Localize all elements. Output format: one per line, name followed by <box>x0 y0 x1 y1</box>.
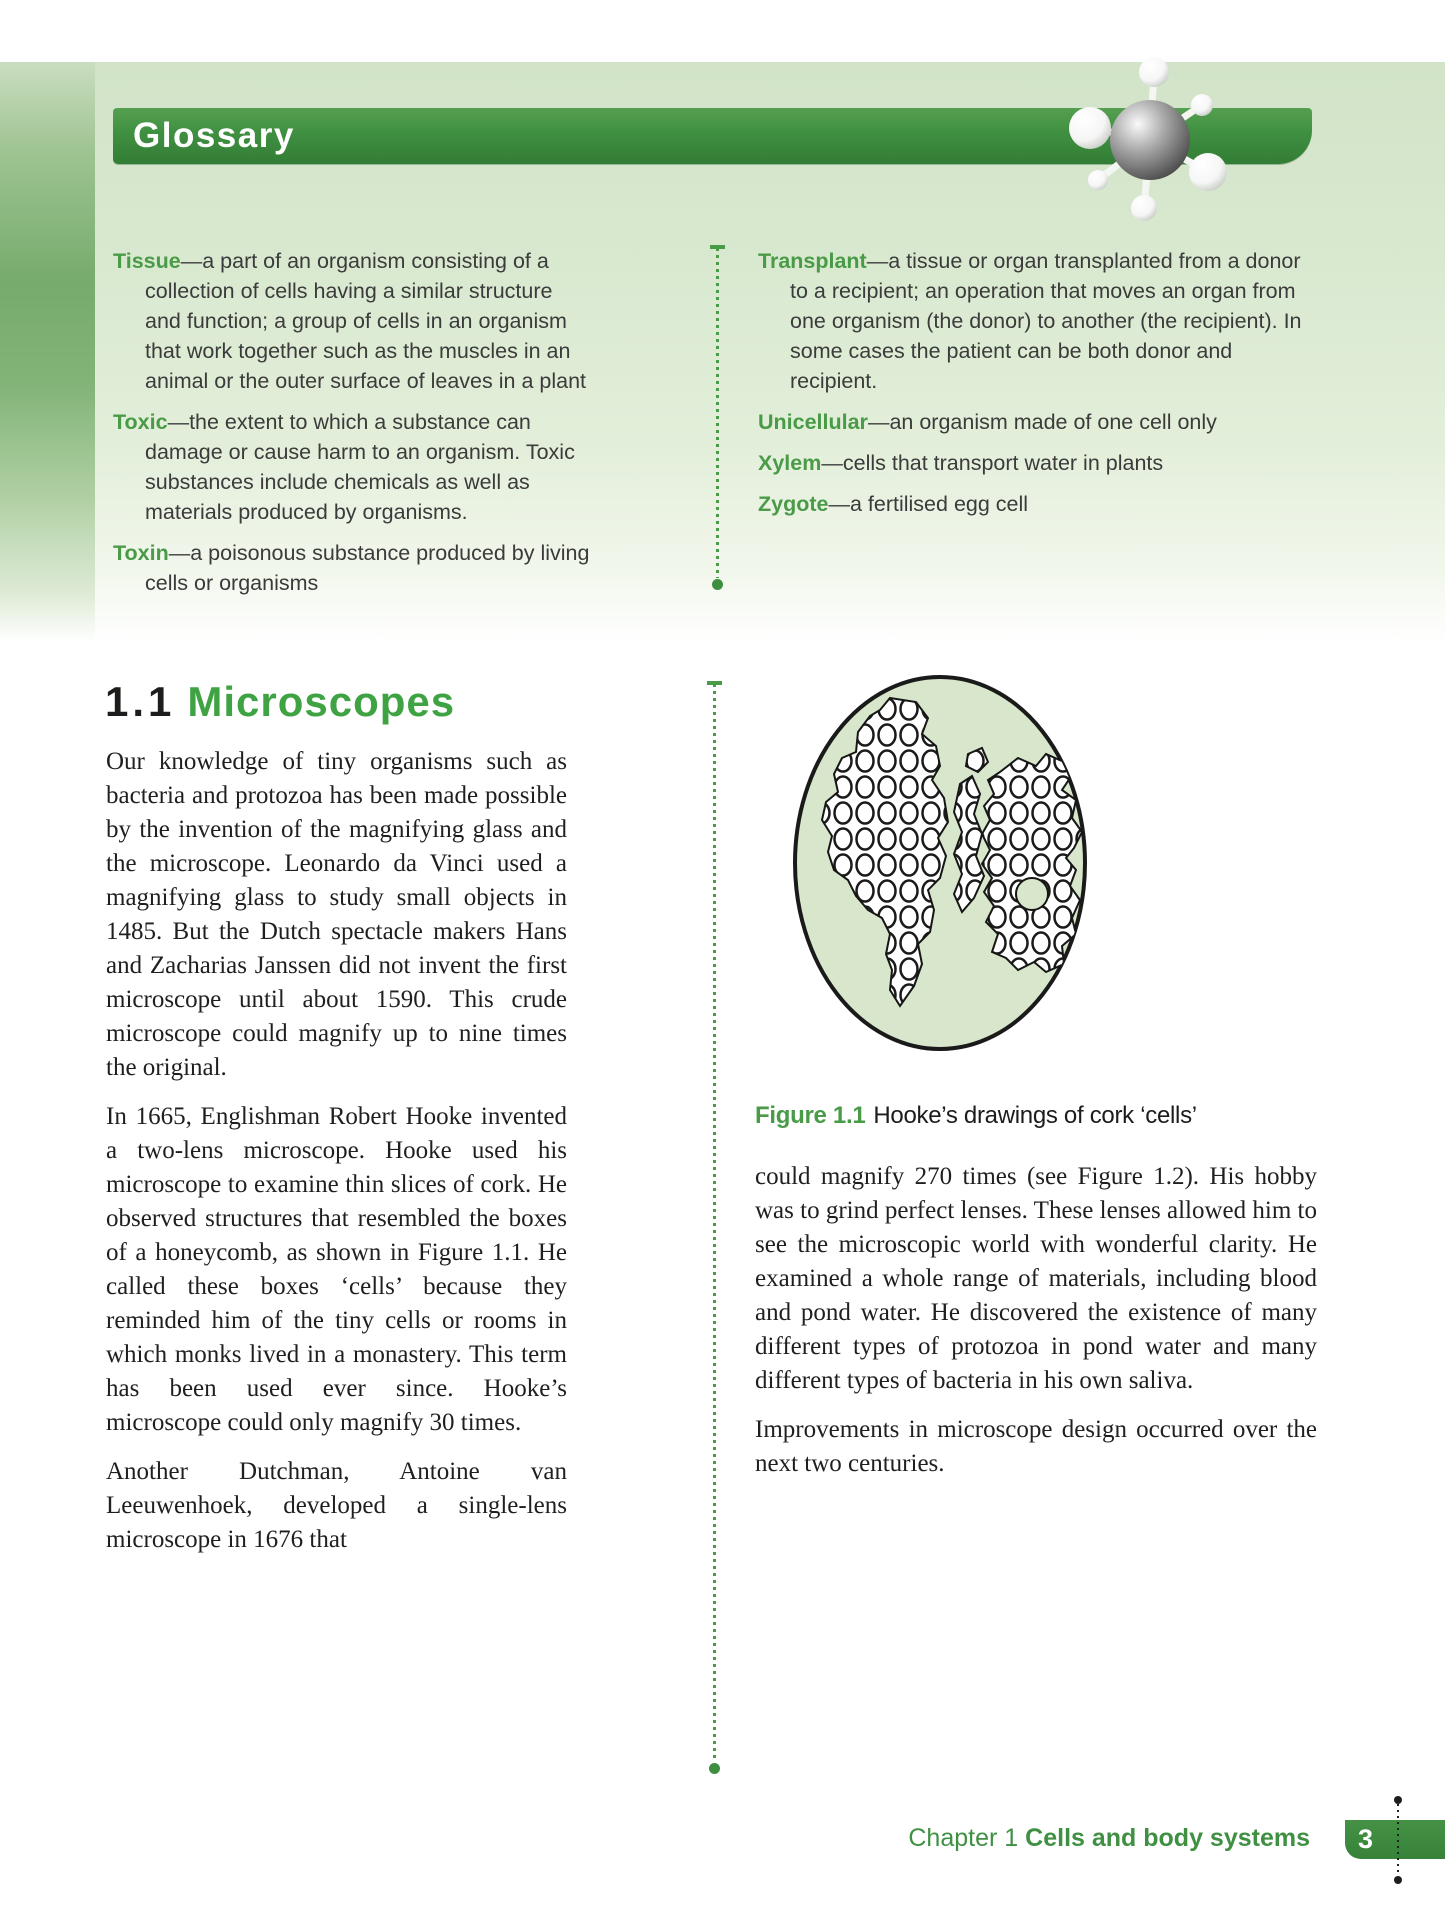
figure-caption-text: Hooke’s drawings of cork ‘cells’ <box>873 1102 1197 1129</box>
glossary-entry <box>758 489 1306 519</box>
glossary-entry <box>758 448 1306 478</box>
paragraph: could magnify 270 times (see Figure 1.2). His hobby was to grind perfect lenses. These lenses allowed him to see the microscopic world with wonderful clarity. He examined a whole range of materials, including blood and pond water. He discovered the existence of many different types of protozoa in pond water and many different types of bacteria in his own saliva. <box>755 1163 1317 1394</box>
glossary-term: Tissue <box>113 249 181 273</box>
cork-cells-figure <box>788 670 1092 1056</box>
glossary-divider <box>716 248 719 578</box>
footer-chapter <box>908 1824 1310 1853</box>
glossary-definition: —cells that transport water in plants <box>821 451 1164 475</box>
chapter-label: Chapter 1 <box>908 1824 1019 1852</box>
glossary-entry <box>113 538 591 598</box>
glossary-definition: —a poisonous substance produced by living cells or organisms <box>145 541 590 595</box>
glossary-entry <box>113 407 591 527</box>
glossary-definition: —the extent to which a substance can damage or cause harm to an organism. Toxic substances include chemicals as well as materials produced by organisms. <box>145 410 575 524</box>
page-number: 3 <box>1358 1824 1374 1854</box>
section-number: 1.1 <box>105 678 176 725</box>
glossary-term: Toxic <box>113 410 168 434</box>
glossary-definition: —an organism made of one cell only <box>867 410 1217 434</box>
glossary-term: Unicellular <box>758 410 868 434</box>
molecule-icon <box>1062 50 1237 225</box>
paragraph: In 1665, Englishman Robert Hooke invented a two-lens microscope. Hooke used his microscope to examine thin slices of cork. He observed structures that resembled the boxes of a honeycomb, as shown in Figure 1.1. He called these boxes ‘cells’ because they reminded him of the tiny cells or rooms in which monks lived in a monastery. This term has been used ever since. Hooke’s microscope could only magnify 30 times. <box>106 1103 567 1436</box>
side-accent-strip <box>0 62 95 642</box>
glossary-definition: —a tissue or organ transplanted from a donor to a recipient; an operation that moves an organ from one organism (the donor) to another (the recipient). In some cases the patient can be both donor and recipient. <box>790 249 1302 393</box>
section-title: Microscopes <box>187 678 456 725</box>
glossary-entry <box>113 246 591 396</box>
glossary-term: Zygote <box>758 492 829 516</box>
glossary-entry <box>758 246 1306 396</box>
chapter-title: Cells and body systems <box>1025 1824 1310 1852</box>
divider-tick <box>710 245 725 249</box>
glossary-term: Transplant <box>758 249 867 273</box>
glossary-title: Glossary <box>133 116 295 155</box>
dotted-line-end <box>1394 1796 1402 1804</box>
glossary-column-right <box>758 246 1306 530</box>
paragraph: Improvements in microscope design occurred over the next two centuries. <box>755 1416 1317 1477</box>
glossary-term: Xylem <box>758 451 822 475</box>
figure-caption <box>755 1102 1197 1130</box>
paragraph: Another Dutchman, Antoine van Leeuwenhoek, developed a single-lens microscope in 1676 that <box>106 1458 567 1553</box>
glossary-term: Toxin <box>113 541 169 565</box>
footer-dotted-line <box>1397 1804 1399 1876</box>
glossary-entry <box>758 407 1306 437</box>
section-divider <box>713 684 716 1762</box>
body-column-right <box>755 1160 1317 1496</box>
body-column-left <box>106 745 567 1572</box>
divider-tick <box>707 681 722 685</box>
divider-dot <box>712 579 723 590</box>
glossary-definition: —a part of an organism consisting of a collection of cells having a similar structure and function; a group of cells in an organism that work together such as the muscles in an animal or the outer surface of leaves in a plant <box>145 249 587 393</box>
glossary-definition: —a fertilised egg cell <box>828 492 1029 516</box>
page-number-tab <box>1345 1820 1445 1859</box>
glossary-column-left <box>113 246 591 609</box>
figure-caption-label: Figure 1.1 <box>755 1102 866 1129</box>
divider-dot <box>709 1763 720 1774</box>
dotted-line-end <box>1394 1876 1402 1884</box>
section-heading <box>105 678 455 726</box>
paragraph: Our knowledge of tiny organisms such as bacteria and protozoa has been made possible by the invention of the magnifying glass and the microscope. Leonardo da Vinci used a magnifying glass to study small objects in 1485. But the Dutch spectacle makers Hans and Zacharias Janssen did not invent the first microscope until about 1590. This crude microscope could magnify up to nine times the original. <box>106 748 567 1081</box>
